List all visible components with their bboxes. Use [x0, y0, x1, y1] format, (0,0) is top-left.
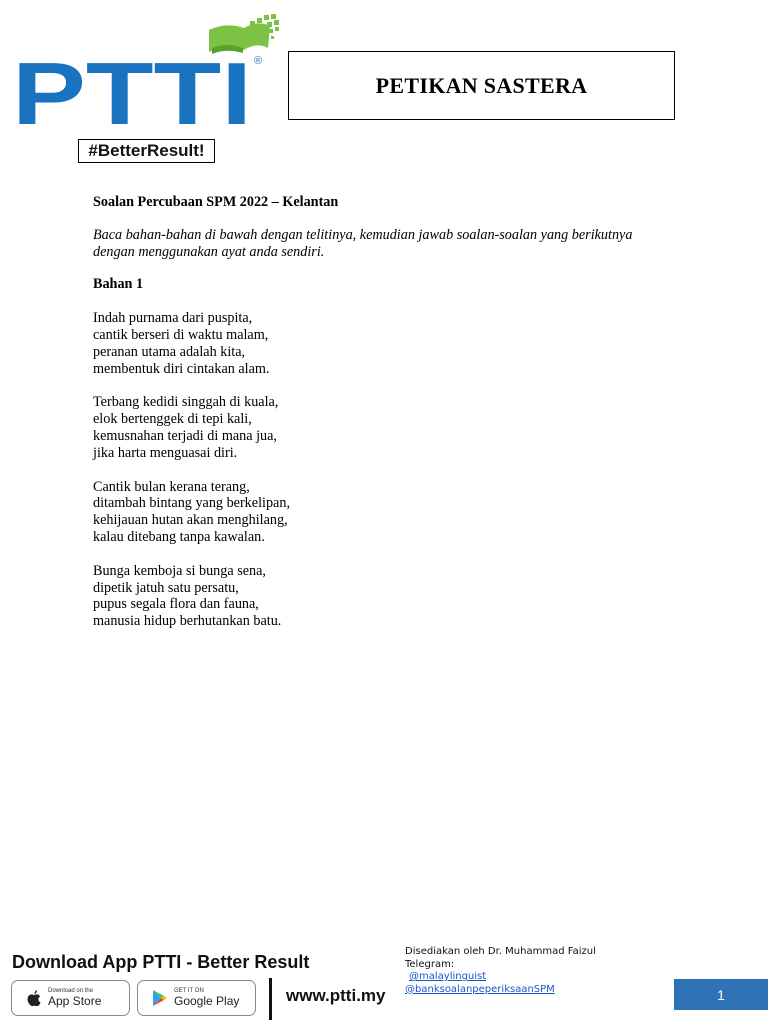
telegram-link-malaylinguist[interactable]: @malaylinguist	[409, 971, 487, 983]
pantun-stanza	[93, 310, 693, 377]
page-number: 1	[674, 979, 768, 1010]
poem-line: Cantik bulan kerana terang,	[93, 478, 250, 495]
poem-line: ditambah bintang yang berkelipan,	[93, 495, 290, 512]
poem-line: jika harta menguasai diri.	[93, 444, 238, 461]
poem-line: manusia hidup berhutankan batu.	[93, 613, 282, 630]
download-app-title: Download App PTTI - Better Result	[12, 952, 310, 972]
poem-line: kehijauan hutan akan menghilang,	[93, 512, 288, 529]
prepared-by: Disediakan oleh Dr. Muhammad Faizul	[405, 946, 596, 957]
document-body	[93, 194, 693, 630]
apple-icon	[26, 989, 42, 1007]
google-play-icon	[152, 989, 168, 1007]
poem-line: kemusnahan terjadi di mana jua,	[93, 427, 277, 444]
google-play-label: Google Play	[174, 994, 240, 1008]
poem-line: pupus segala flora dan fauna,	[93, 596, 259, 613]
pantun-stanza	[93, 479, 693, 546]
google-play-button[interactable]	[137, 980, 256, 1016]
poem-line: elok bertenggek di tepi kali,	[93, 411, 252, 428]
pantun-stanza	[93, 563, 693, 630]
exam-subheading: Soalan Percubaan SPM 2022 – Kelantan	[93, 194, 339, 210]
footer-divider	[269, 978, 272, 1020]
registered-mark: ®	[254, 55, 263, 67]
tagline-badge: #BetterResult!	[78, 139, 215, 163]
telegram-link-banksoalan[interactable]: @banksoalanpeperiksaanSPM	[405, 983, 555, 995]
page-title-box	[288, 51, 675, 120]
google-play-small-text: GET IT ON	[174, 988, 204, 994]
website-link[interactable]: www.ptti.my	[286, 986, 386, 1005]
bahan-label: Bahan 1	[93, 276, 144, 293]
ptti-logo	[12, 12, 282, 132]
instruction-line: Baca bahan-bahan di bawah dengan telitinya, kemudian jawab soalan-soalan yang berikutnya	[93, 226, 633, 243]
app-store-button[interactable]	[11, 980, 130, 1016]
telegram-label: Telegram:	[405, 958, 455, 970]
page-title: PETIKAN SASTERA	[375, 72, 588, 98]
credits	[405, 946, 596, 996]
poem-line: dipetik jatuh satu persatu,	[93, 579, 239, 596]
poem-line: peranan utama adalah kita,	[93, 343, 246, 360]
app-store-small-text: Download on the	[48, 988, 94, 994]
poem-line: kalau ditebang tanpa kawalan.	[93, 528, 265, 545]
instruction-line: dengan menggunakan ayat anda sendiri.	[93, 243, 325, 260]
poem-line: Terbang kedidi singgah di kuala,	[93, 394, 279, 411]
app-store-label: App Store	[48, 994, 102, 1008]
poem-line: Indah purnama dari puspita,	[93, 310, 253, 327]
poem-line: Bunga kemboja si bunga sena,	[93, 562, 266, 579]
poem-line: cantik berseri di waktu malam,	[93, 326, 269, 343]
instructions	[93, 227, 693, 261]
pantun-stanza	[93, 394, 693, 461]
logo-text: PTTI	[12, 44, 252, 132]
poem-line: membentuk diri cintakan alam.	[93, 360, 270, 377]
